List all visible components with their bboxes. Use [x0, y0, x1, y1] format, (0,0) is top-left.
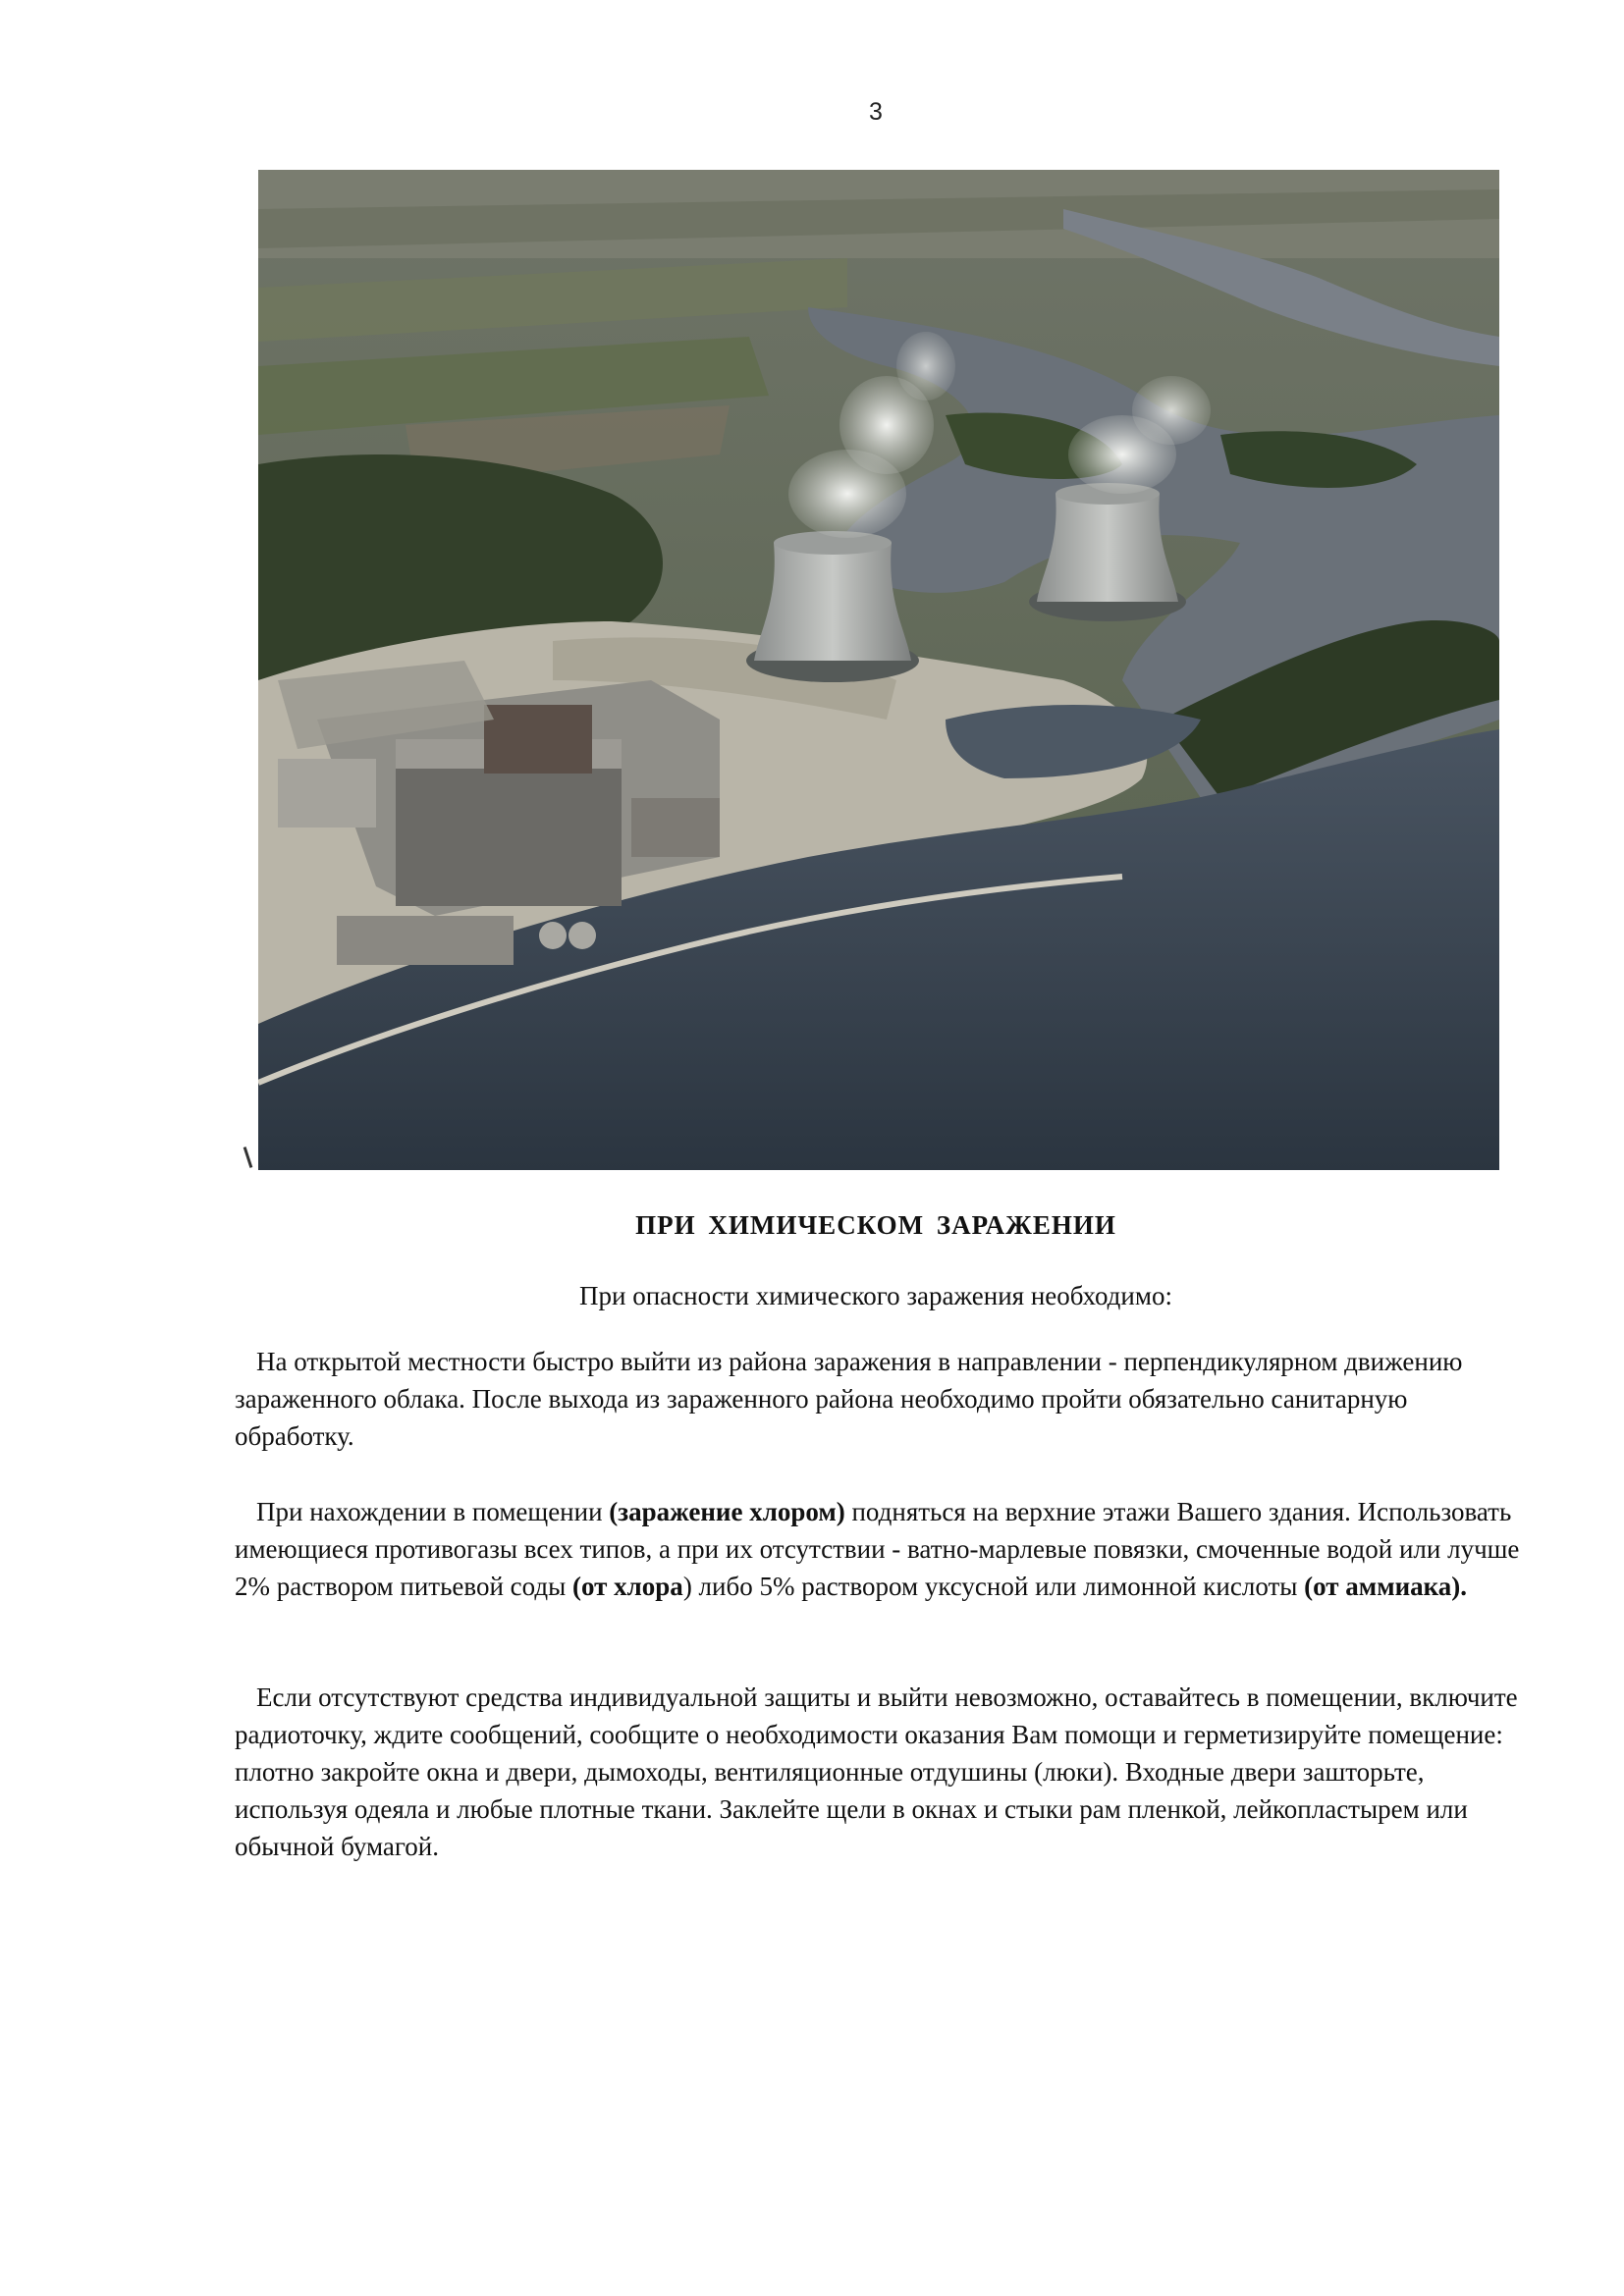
stray-mark — [244, 1147, 253, 1168]
bold-phrase: (от аммиака). — [1304, 1572, 1468, 1601]
page-number: 3 — [869, 98, 883, 126]
bold-phrase: (заражение хлором) — [609, 1497, 845, 1526]
section-heading: ПРИ ХИМИЧЕСКОМ ЗАРАЖЕНИИ — [635, 1210, 1116, 1240]
intro-line: При опасности химического заражения необходимо: — [579, 1281, 1172, 1310]
paragraph-no-protection: Если отсутствуют средства индивидуальной защиты и выйти невозможно, оставайтесь в помещении, включите радиоточку, ждите сообщений, сообщите о необходимости оказания Вам помощи и герметизируйте помещение: плотно закройте окна и двери, дымоходы, вентиляционные отдушины (люки). Входные двери зашторьте, используя одеяла и любые плотные ткани. Заклейте щели в окнах и стыки рам пленкой, лейкопластырем или обычной бумагой. — [235, 1682, 1518, 1861]
paragraph-text: ) либо 5% раствором уксусной или лимонной кислоты — [682, 1572, 1305, 1601]
paragraph-text: При нахождении в помещении — [256, 1497, 610, 1526]
paragraph-text: подняться на верхние этажи Вашего здания. Использовать имеющиеся противогазы всех типов, а при их отсутствии - ватно-марлевые повязки, смоченные водой или лучше 2% раствором питьевой соды — [235, 1497, 1520, 1601]
power-plant-photo — [258, 170, 1499, 1170]
paragraph-open-area: На открытой местности быстро выйти из района заражения в направлении - перпендикулярном движению зараженного облака. После выхода из зараженного района необходимо пройти обязательно санитарную обработку. — [235, 1347, 1463, 1451]
paragraph-indoors — [235, 1493, 1531, 1605]
bold-phrase: (от хлора — [572, 1572, 683, 1601]
